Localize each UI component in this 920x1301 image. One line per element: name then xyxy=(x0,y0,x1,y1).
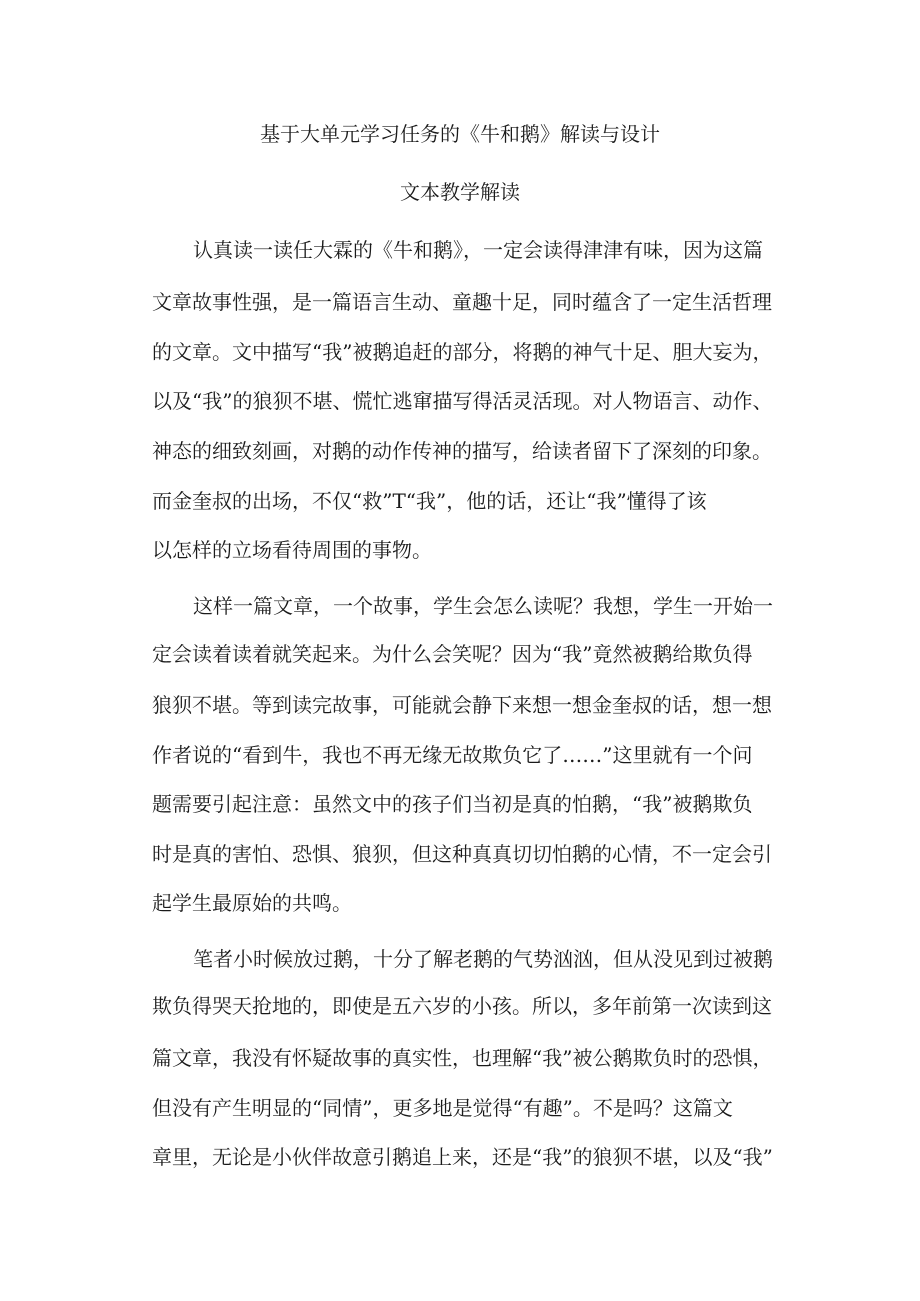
paragraph-2-line-7: 起学生最原始的共鸣。 xyxy=(152,891,352,915)
paragraph-1-line-3: 的文章。文中描写“我”被鹅追赶的部分，将鹅的神气十足、胆大妄为， xyxy=(152,340,773,364)
paragraph-3-line-4: 但没有产生明显的“同情”，更多地是觉得“有趣”。不是吗？这篇文 xyxy=(152,1096,733,1120)
paragraph-3-line-3: 篇文章，我没有怀疑故事的真实性，也理解“我”被公鹅欺负时的恐惧， xyxy=(152,1046,773,1070)
paragraph-2-line-3: 狼狈不堪。等到读完故事，可能就会静下来想一想金奎叔的话，想一想 xyxy=(152,693,772,717)
paragraph-1-line-5: 神态的细致刻画，对鹅的动作传神的描写，给读者留下了深刻的印象。 xyxy=(152,439,772,463)
paragraph-1-line-7: 以怎样的立场看待周围的事物。 xyxy=(152,538,432,562)
paragraph-3-line-2: 欺负得哭天抢地的，即使是五六岁的小孩。所以，多年前第一次读到这 xyxy=(152,994,772,1018)
paragraph-2-line-2: 定会读着读着就笑起来。为什么会笑呢？因为“我”竟然被鹅给欺负得 xyxy=(152,642,753,666)
paragraph-2-line-6: 时是真的害怕、恐惧、狼狈，但这种真真切切怕鹅的心情，不一定会引 xyxy=(152,842,772,866)
paragraph-2-line-4: 作者说的“看到牛，我也不再无缘无故欺负它了……”这里就有一个问 xyxy=(152,743,753,767)
paragraph-1-line-1: 认真读一读任大霖的《牛和鹅》，一定会读得津津有味，因为这篇 xyxy=(193,238,763,262)
paragraph-1-line-2: 文章故事性强，是一篇语言生动、童趣十足，同时蕴含了一定生活哲理 xyxy=(152,290,772,314)
paragraph-3-line-5: 章里，无论是小伙伴故意引鹅追上来，还是“我”的狼狈不堪，以及“我” xyxy=(152,1145,773,1169)
document-title: 基于大单元学习任务的《牛和鹅》解读与设计 xyxy=(260,122,660,146)
section-title: 文本教学解读 xyxy=(400,180,520,204)
paragraph-2-line-5: 题需要引起注意：虽然文中的孩子们当初是真的怕鹅，“我”被鹅欺负 xyxy=(152,792,753,816)
paragraph-1-line-6: 而金奎叔的出场，不仅“救”T“我”，他的话，还让“我”懂得了该 xyxy=(152,489,707,513)
paragraph-1-line-4: 以及“我”的狼狈不堪、慌忙逃窜描写得活灵活现。对人物语言、动作、 xyxy=(152,389,773,413)
paragraph-3-line-1: 笔者小时候放过鹅，十分了解老鹅的气势汹汹，但从没见到过被鹅 xyxy=(193,947,773,971)
paragraph-2-line-1: 这样一篇文章，一个故事，学生会怎么读呢？我想，学生一开始一 xyxy=(193,594,773,618)
